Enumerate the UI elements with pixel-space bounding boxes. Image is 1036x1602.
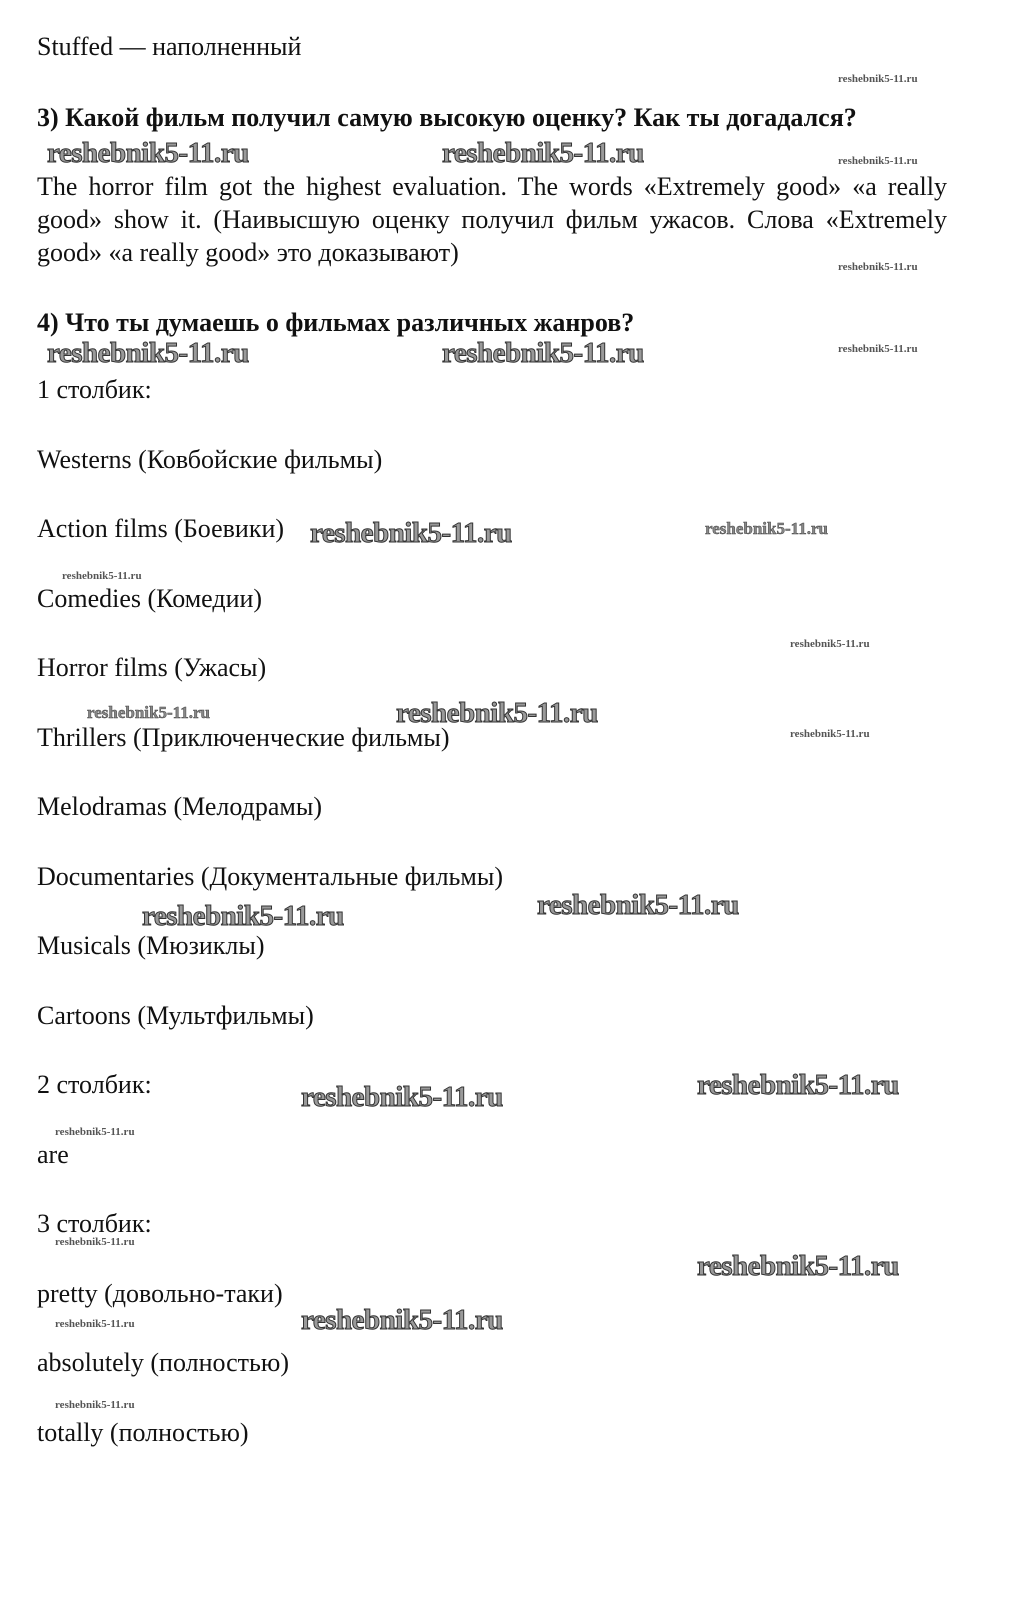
watermark: reshebnik5-11.ru (301, 1081, 503, 1113)
adverb-item: totally (полностью) (37, 1418, 249, 1447)
watermark: reshebnik5-11.ru (55, 1236, 135, 1248)
column-3-label: 3 столбик: (37, 1209, 152, 1238)
verb-item: are (37, 1140, 69, 1169)
watermark: reshebnik5-11.ru (142, 900, 344, 932)
watermark: reshebnik5-11.ru (47, 337, 249, 369)
watermark: reshebnik5-11.ru (310, 517, 512, 549)
watermark: reshebnik5-11.ru (790, 638, 870, 650)
question-4: 4) Что ты думаешь о фильмах различных жанров? (37, 308, 635, 337)
watermark: reshebnik5-11.ru (537, 889, 739, 921)
genre-item: Musicals (Мюзиклы) (37, 931, 265, 960)
watermark: reshebnik5-11.ru (697, 1250, 899, 1282)
column-2-label: 2 столбик: (37, 1070, 152, 1099)
watermark: reshebnik5-11.ru (705, 519, 828, 538)
genre-item: Cartoons (Мультфильмы) (37, 1001, 314, 1030)
watermark: reshebnik5-11.ru (442, 137, 644, 169)
watermark: reshebnik5-11.ru (838, 155, 918, 167)
watermark: reshebnik5-11.ru (55, 1399, 135, 1411)
question-3: 3) Какой фильм получил самую высокую оценку? Как ты догадался? (37, 103, 857, 132)
watermark: reshebnik5-11.ru (838, 73, 918, 85)
watermark: reshebnik5-11.ru (62, 570, 142, 582)
genre-item: Westerns (Ковбойские фильмы) (37, 445, 383, 474)
watermark: reshebnik5-11.ru (442, 337, 644, 369)
watermark: reshebnik5-11.ru (47, 137, 249, 169)
watermark: reshebnik5-11.ru (55, 1126, 135, 1138)
answer-3: The horror film got the highest evaluation. The words «Extremely good» «a really good» show it. (Наивысшую оценку получил фильм ужасов. Слова «Extremely good» «a really good» это доказывают) (37, 172, 947, 267)
vocab-line: Stuffed — наполненный (37, 32, 302, 61)
genre-item: Action films (Боевики) (37, 514, 285, 543)
watermark: reshebnik5-11.ru (697, 1069, 899, 1101)
genre-item: Comedies (Комедии) (37, 584, 263, 613)
watermark: reshebnik5-11.ru (838, 343, 918, 355)
genre-item: Horror films (Ужасы) (37, 653, 267, 682)
watermark: reshebnik5-11.ru (87, 703, 210, 722)
genre-item: Documentaries (Документальные фильмы) (37, 862, 503, 891)
genre-item: Thrillers (Приключенческие фильмы) (37, 723, 450, 752)
adverb-item: absolutely (полностью) (37, 1348, 289, 1377)
watermark: reshebnik5-11.ru (396, 697, 598, 729)
adverb-item: pretty (довольно-таки) (37, 1279, 283, 1308)
watermark: reshebnik5-11.ru (301, 1304, 503, 1336)
watermark: reshebnik5-11.ru (838, 261, 918, 273)
watermark: reshebnik5-11.ru (790, 728, 870, 740)
genre-item: Melodramas (Мелодрамы) (37, 792, 323, 821)
column-1-label: 1 столбик: (37, 375, 152, 404)
watermark: reshebnik5-11.ru (55, 1318, 135, 1330)
